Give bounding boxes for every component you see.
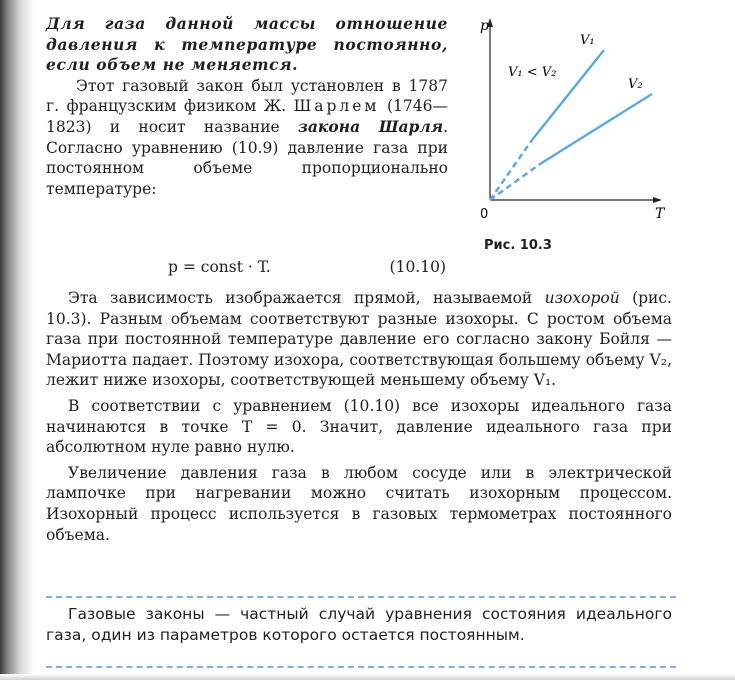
isochore-v2-extrapolation bbox=[490, 164, 540, 200]
t-axis-label: T bbox=[655, 206, 665, 222]
p-axis-label: p bbox=[480, 18, 489, 34]
isochore-term: изохорой bbox=[544, 289, 620, 307]
intro-paragraph bbox=[46, 76, 448, 200]
isochore-v2 bbox=[540, 94, 652, 164]
isochore-paragraph bbox=[46, 288, 672, 391]
figure-caption: Рис. 10.3 bbox=[484, 238, 552, 253]
t-axis-arrow-icon bbox=[653, 197, 662, 203]
formula-expression: p = const · T. bbox=[168, 258, 271, 276]
charles-law-statement: Для газа данной массы отношение давления к температуре постоянно, если объем не меняется. bbox=[46, 14, 448, 75]
volume-relation-label: V₁ < V₂ bbox=[508, 65, 557, 80]
v2-label: V₂ bbox=[628, 77, 643, 92]
isochore-paragraph-rest: (рис. 10.3). Разным объемам соответствуют разные изохоры. С ростом объема газа при постоянной температуре давление его согласно закону Бойля — Мариотта падает. Поэтому изохора, соответствующая большему объему V₂, лежит ниже изохоры, соответствующей меньшему объему V₁. bbox=[46, 289, 672, 390]
v1-label: V₁ bbox=[580, 33, 595, 48]
body-text bbox=[46, 288, 672, 545]
law-name: закона Шарля bbox=[298, 116, 444, 136]
intro-paragraph-end: . Согласно уравнению (10.9) давление газа при постоянном объеме пропорционально температуре: bbox=[46, 117, 448, 198]
summary-top-divider bbox=[46, 596, 676, 598]
page-bottom-edge bbox=[0, 674, 735, 680]
intro-paragraph-mid: (1746—1823) и носит название bbox=[46, 97, 448, 136]
page-edge-shadow bbox=[0, 0, 34, 680]
summary-box bbox=[46, 604, 672, 645]
intro-text bbox=[46, 14, 448, 199]
isochore-paragraph-start: Эта зависимость изображается прямой, называемой bbox=[68, 289, 533, 307]
isochore-v1 bbox=[532, 50, 604, 140]
intro-paragraph-start: Этот газовый закон был установлен в 1787 г. французским физиком Ж. bbox=[46, 76, 448, 116]
origin-label: 0 bbox=[480, 207, 489, 222]
summary-bottom-divider bbox=[46, 666, 676, 668]
summary-text: Газовые законы — частный случай уравнения состояния идеального газа, один из параметров которого остается постоянным. bbox=[46, 605, 672, 644]
figure-isochores bbox=[474, 14, 674, 259]
formula-number: (10.10) bbox=[389, 258, 446, 276]
absolute-zero-paragraph: В соответствии с уравнением (10.10) все изохоры идеального газа начинаются в точке T = 0. Значит, давление идеального газа при абсолютном нуле равно нулю. bbox=[46, 396, 672, 457]
applications-paragraph: Увеличение давления газа в любом сосуде или в электрической лампочке при нагревании можно считать изохорным процессом. Изохорный процесс используется в газовых термометрах постоянного объема. bbox=[46, 463, 672, 544]
formula-10-10 bbox=[46, 258, 448, 280]
isochore-v1-extrapolation bbox=[490, 140, 532, 200]
physicist-name: Шарлем bbox=[293, 97, 380, 116]
